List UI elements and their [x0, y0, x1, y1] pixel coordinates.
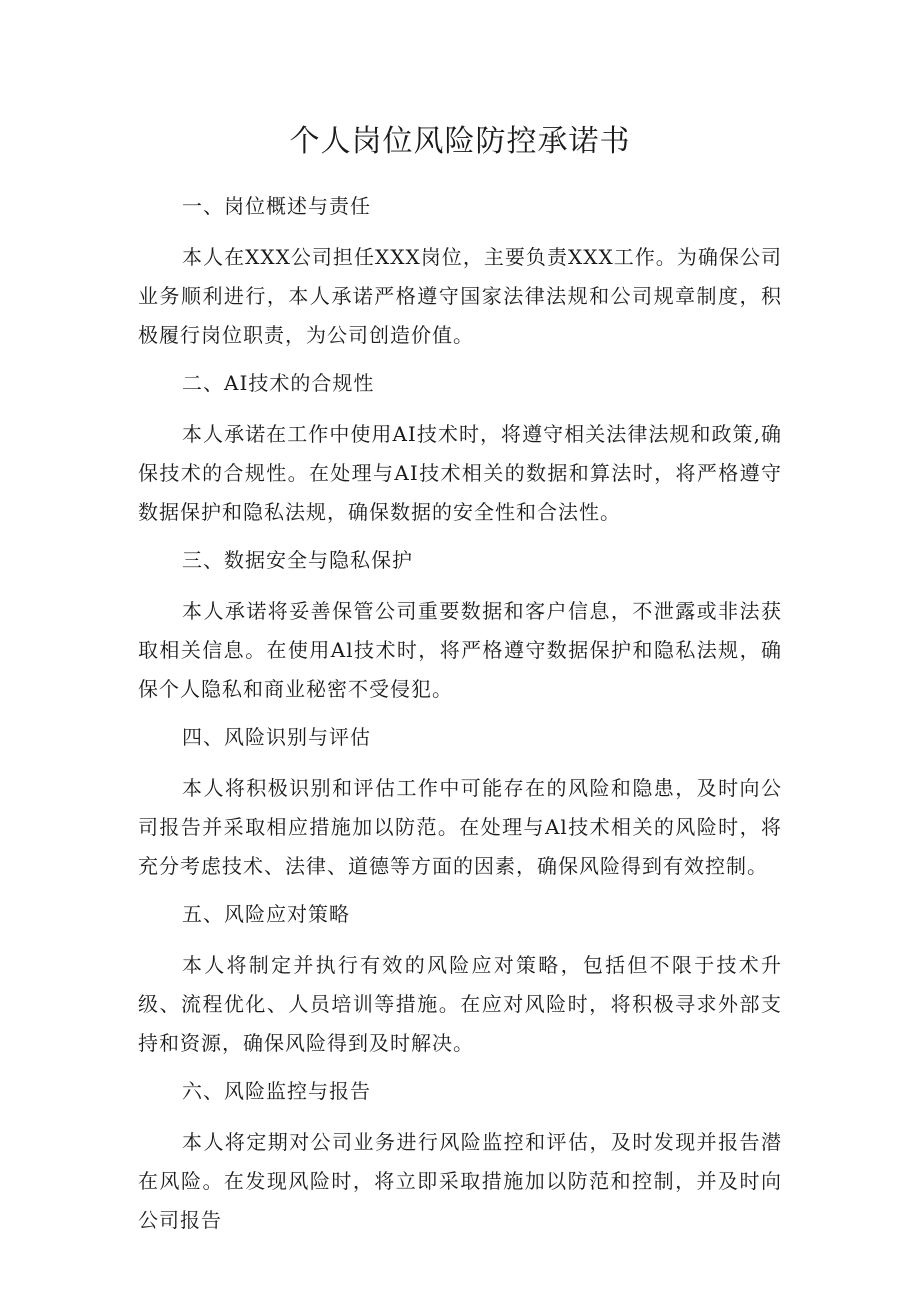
section-job-overview: [138, 192, 782, 355]
section-paragraph: 本人将制定并执行有效的风险应对策略，包括但不限于技术升级、流程优化、人员培训等措施。在应对风险时，将积极寻求外部支持和资源，确保风险得到及时解决。: [138, 953, 782, 1055]
section-paragraph: 本人将积极识别和评估工作中可能存在的风险和隐患，及时向公司报告并采取相应措施加以防范。在处理与Al技术相关的风险时，将充分考虑技术、法律、道德等方面的因素，确保风险得到有效控制。: [138, 776, 782, 878]
section-heading: 三、数据安全与隐私保护: [182, 548, 413, 572]
section-data-security: [138, 546, 782, 709]
section-heading: 一、岗位概述与责任: [182, 194, 371, 218]
section-heading: 六、风险监控与报告: [182, 1079, 371, 1103]
section-risk-monitoring: [138, 1077, 782, 1240]
section-risk-identification: [138, 723, 782, 886]
section-paragraph: 本人在XXX公司担任XXX岗位，主要负责XXX工作。为确保公司业务顺利进行，本人承诺严格遵守国家法律法规和公司规章制度，积极履行岗位职责，为公司创造价值。: [138, 245, 782, 347]
section-paragraph: 本人将定期对公司业务进行风险监控和评估，及时发现并报告潜在风险。在发现风险时，将立即采取措施加以防范和控制，并及时向公司报告: [138, 1130, 782, 1232]
section-ai-compliance: [138, 369, 782, 532]
section-heading: 四、风险识别与评估: [182, 725, 371, 749]
section-paragraph: 本人承诺在工作中使用AI技术时，将遵守相关法律法规和政策,确保技术的合规性。在处理与AI技术相关的数据和算法时，将严格遵守数据保护和隐私法规，确保数据的安全性和合法性。: [138, 422, 782, 524]
section-risk-response: [138, 900, 782, 1063]
section-heading: 二、AI技术的合规性: [182, 371, 375, 395]
document-title: 个人岗位风险防控承诺书: [289, 124, 631, 159]
section-paragraph: 本人承诺将妥善保管公司重要数据和客户信息，不泄露或非法获取相关信息。在使用Al技术时，将严格遵守数据保护和隐私法规，确保个人隐私和商业秘密不受侵犯。: [138, 599, 782, 701]
section-heading: 五、风险应对策略: [182, 902, 350, 926]
